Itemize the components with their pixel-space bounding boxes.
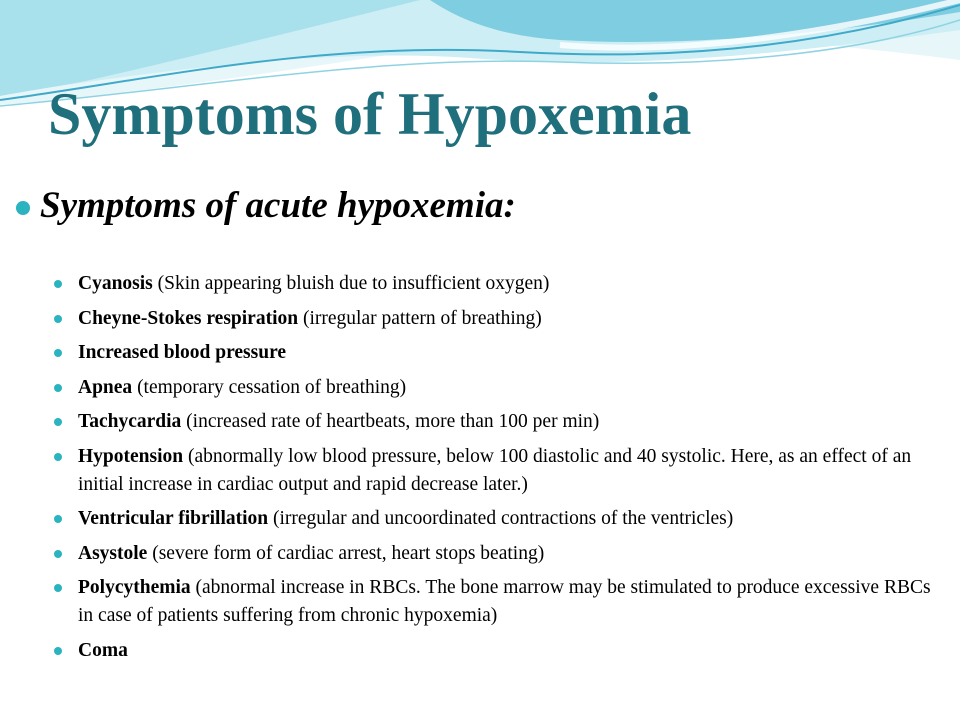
- symptom-detail: (abnormal increase in RBCs. The bone marrow may be stimulated to produce excessive RBCs in case of patients suffering from chronic hypoxemia): [78, 577, 931, 626]
- symptom-term: Increased blood pressure: [78, 342, 287, 363]
- list-item: [54, 443, 944, 499]
- bullet-icon: [16, 201, 30, 215]
- symptom-detail: (severe form of cardiac arrest, heart stops beating): [147, 542, 545, 564]
- bullet-icon: [54, 584, 62, 592]
- list-item: [54, 637, 944, 665]
- bullet-icon: [54, 453, 62, 461]
- symptom-term: Ventricular fibrillation: [78, 508, 269, 529]
- subheading-text: Symptoms of acute hypoxemia:: [40, 185, 516, 226]
- symptom-term: Hypotension: [78, 445, 184, 467]
- symptom-term: Polycythemia: [78, 577, 191, 598]
- symptom-term: Apnea: [78, 376, 133, 398]
- symptom-term: Cheyne-Stokes respiration: [78, 307, 299, 329]
- bullet-icon: [54, 515, 62, 523]
- subheading: [16, 184, 516, 227]
- symptom-term: Asystole: [78, 542, 148, 564]
- bullet-icon: [54, 349, 62, 357]
- symptom-detail: (temporary cessation of breathing): [132, 376, 407, 398]
- symptom-detail: (increased rate of heartbeats, more than 100 per min): [181, 411, 600, 432]
- bullet-icon: [54, 280, 62, 288]
- symptom-list: [54, 270, 944, 671]
- symptom-term: Tachycardia: [78, 411, 182, 432]
- slide-title: Symptoms of Hypoxemia: [48, 81, 692, 147]
- symptom-detail: (abnormally low blood pressure, below 100 diastolic and 40 systolic. Here, as an effect of an initial increase in cardiac output and rapid decrease later.): [78, 445, 912, 495]
- list-item: [54, 540, 944, 568]
- list-item: [54, 305, 944, 333]
- symptom-detail: (irregular and uncoordinated contractions of the ventricles): [268, 508, 734, 529]
- list-item: [54, 374, 944, 402]
- symptom-term: Cyanosis: [78, 273, 153, 294]
- list-item: [54, 408, 944, 436]
- list-item: [54, 339, 944, 367]
- symptom-detail: (irregular pattern of breathing): [298, 307, 542, 329]
- list-item: [54, 574, 944, 630]
- bullet-icon: [54, 418, 62, 426]
- list-item: [54, 270, 944, 298]
- bullet-icon: [54, 647, 62, 655]
- bullet-icon: [54, 384, 62, 392]
- bullet-icon: [54, 550, 62, 558]
- list-item: [54, 505, 944, 533]
- symptom-term: Coma: [78, 639, 128, 661]
- bullet-icon: [54, 315, 62, 323]
- symptom-detail: (Skin appearing bluish due to insufficient oxygen): [152, 273, 550, 294]
